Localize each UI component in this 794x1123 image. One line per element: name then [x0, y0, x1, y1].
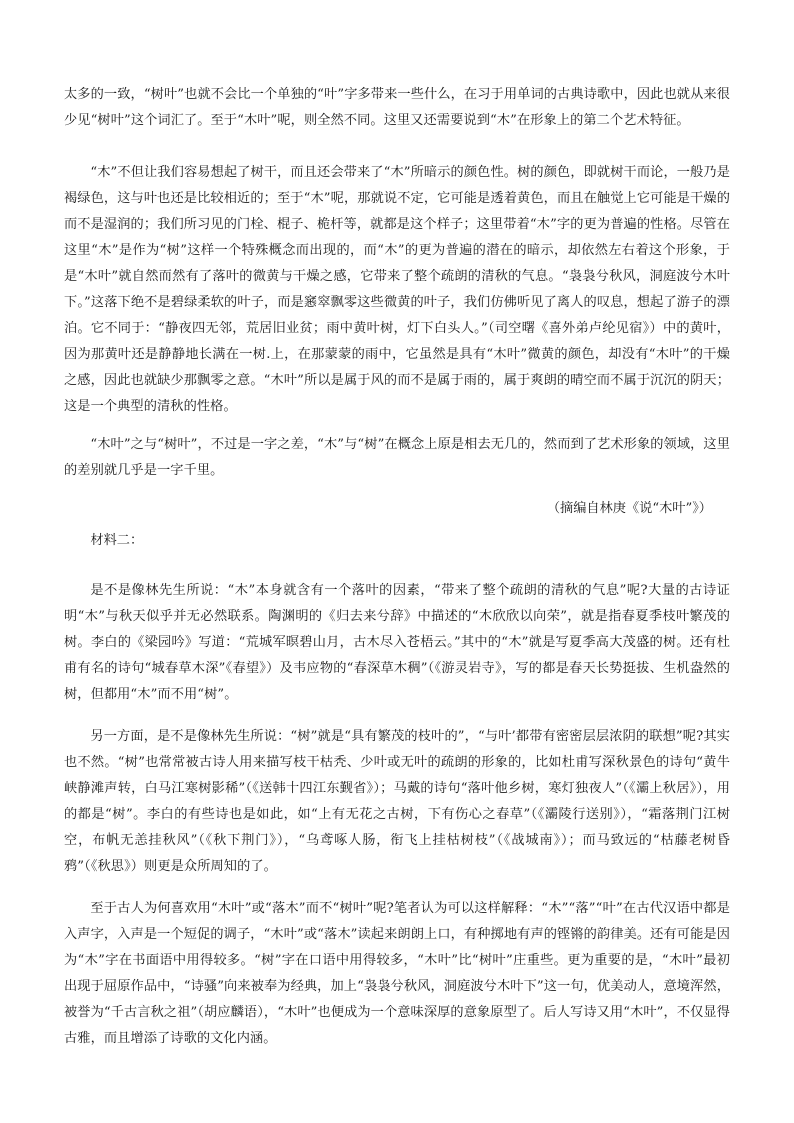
- material-paragraph-3: 至于古人为何喜欢用“木叶”或“落木”而不“树叶”呢?笔者认为可以这样解释：“木”“落”“叶”在古代汉语中都是入声字，入声是一个短促的调子，“木叶”或“落木”读起来朗朗上口，有种掷地有声的铿锵的韵律美。还有可能是因为“木”字在书面语中用得较多。“树”字在口语中用得较多，“木叶”比“树叶”庄重些。更为重要的是，“木叶”最初出现于屈原作品中，“诗骚”向来被奉为经典，加上“袅袅兮秋风，洞庭波兮木叶下”这一句，优美动人，意境浑然，被誉为“千古言秋之祖”（胡应麟语），“木叶”也便成为一个意味深厚的意象原型了。后人写诗又用“木叶”，不仅显得古雅，而且增添了诗歌的文化内涵。: [64, 901, 730, 1046]
- material-paragraph-2: 另一方面，是不是像林先生所说：“树”就是“具有繁茂的枝叶的”，“与叶’都带有密密层层浓阴的联想”呢?其实也不然。“树”也常常被古诗人用来描写枝干枯秃、少叶或无叶的疏朗的形象的，比如杜甫写深秋景色的诗句“黄牛峡静滩声转，白马江寒树影稀”（《送韩十四江东觐省》）；马戴的诗句“落叶他乡树，寒灯独夜人”（《灞上秋居》），用的都是“树”。李白的有些诗也是如此，如“上有无花之古树，下有伤心之春草”（《灞陵行送别》），“霜落荆门江树空，布帆无恙挂秋风”（《秋下荆门》），“乌鸢啄人肠，衔飞上挂枯树枝”（《战城南》）；而马致远的“枯藤老树昏鸦”（《秋思》）则更是众所周知的了。: [64, 729, 730, 874]
- paragraph-color-property: “木”不但让我们容易想起了树干，而且还会带来了“木”所暗示的颜色性。树的颜色，即就树干而论，一般乃是褐绿色，这与叶也还是比较相近的；至于“木”呢，那就说不定，它可能是透着黄色，而且在触觉上它可能是干燥的而不是湿润的；我们所习见的门栓、棍子、桅杆等，就都是这个样子；这里带着“木”字的更为普遍的性格。尽管在这里“木”是作为“树”这样一个特殊概念而出现的，而“木”的更为普遍的潜在的暗示，却依然左右着这个形象，于是“木叶”就自然而然有了落叶的微黄与干燥之感，它带来了整个疏朗的清秋的气息。“袅袅兮秋风，洞庭波兮木叶下。”这落下绝不是碧绿柔软的叶子，而是窸窣飘零这些微黄的叶子，我们仿佛听见了离人的叹息，想起了游子的漂泊。它不同于：“静夜四无邻，荒居旧业贫；雨中黄叶树，灯下白头人。”（司空曙《喜外弟卢纶见宿》）中的黄叶，因为那黄叶还是静静地长满在一树.上，在那蒙蒙的雨中，它虽然是具有“木叶”微黄的颜色，却没有“木叶”的干燥之感，因此也就缺少那飘零之意。“木叶”所以是属于风的而不是属于雨的，属于爽朗的晴空而不属于沉沉的阴天；这是一个典型的清秋的性格。: [64, 165, 730, 414]
- source-citation: （摘编自林庚《说“木叶”》）: [546, 501, 712, 516]
- paragraph-continued: 太多的一致，“树叶”也就不会比一个单独的“叶”字多带来一些什么，在习于用单词的古典诗歌中，因此也就从来很少见“树叶”这个词汇了。至于“木叶”呢，则全然不同。这里又还需要说到“木”在形象上的第二个艺术特征。: [64, 87, 730, 128]
- material-two-heading: 材料二：: [90, 533, 144, 548]
- material-paragraph-1: 是不是像林先生所说：“木”本身就含有一个落叶的因素，“带来了整个疏朗的清秋的气息”呢?大量的古诗证明“木”与秋天似乎并无必然联系。陶渊明的《归去来兮辞》中描述的“木欣欣以向荣”，就是指春夏季枝叶繁茂的树。李白的《梁园吟》写道：“荒城军暝碧山月，古木尽入苍梧云。”其中的“木”就是写夏季高大茂盛的树。还有杜甫有名的诗句“城春草木深”《春望》）及韦应物的“春深草木稠”（《游灵岩寺》，写的都是春天长势挺拔、生机盎然的树，但都用“木”而不用“树”。: [64, 583, 730, 702]
- paragraph-conclusion: “木叶”之与“树叶”，不过是一字之差，“木”与“树”在概念上原是相去无几的，然而到了艺术形象的领域，这里的差别就几乎是一字千里。: [64, 437, 730, 478]
